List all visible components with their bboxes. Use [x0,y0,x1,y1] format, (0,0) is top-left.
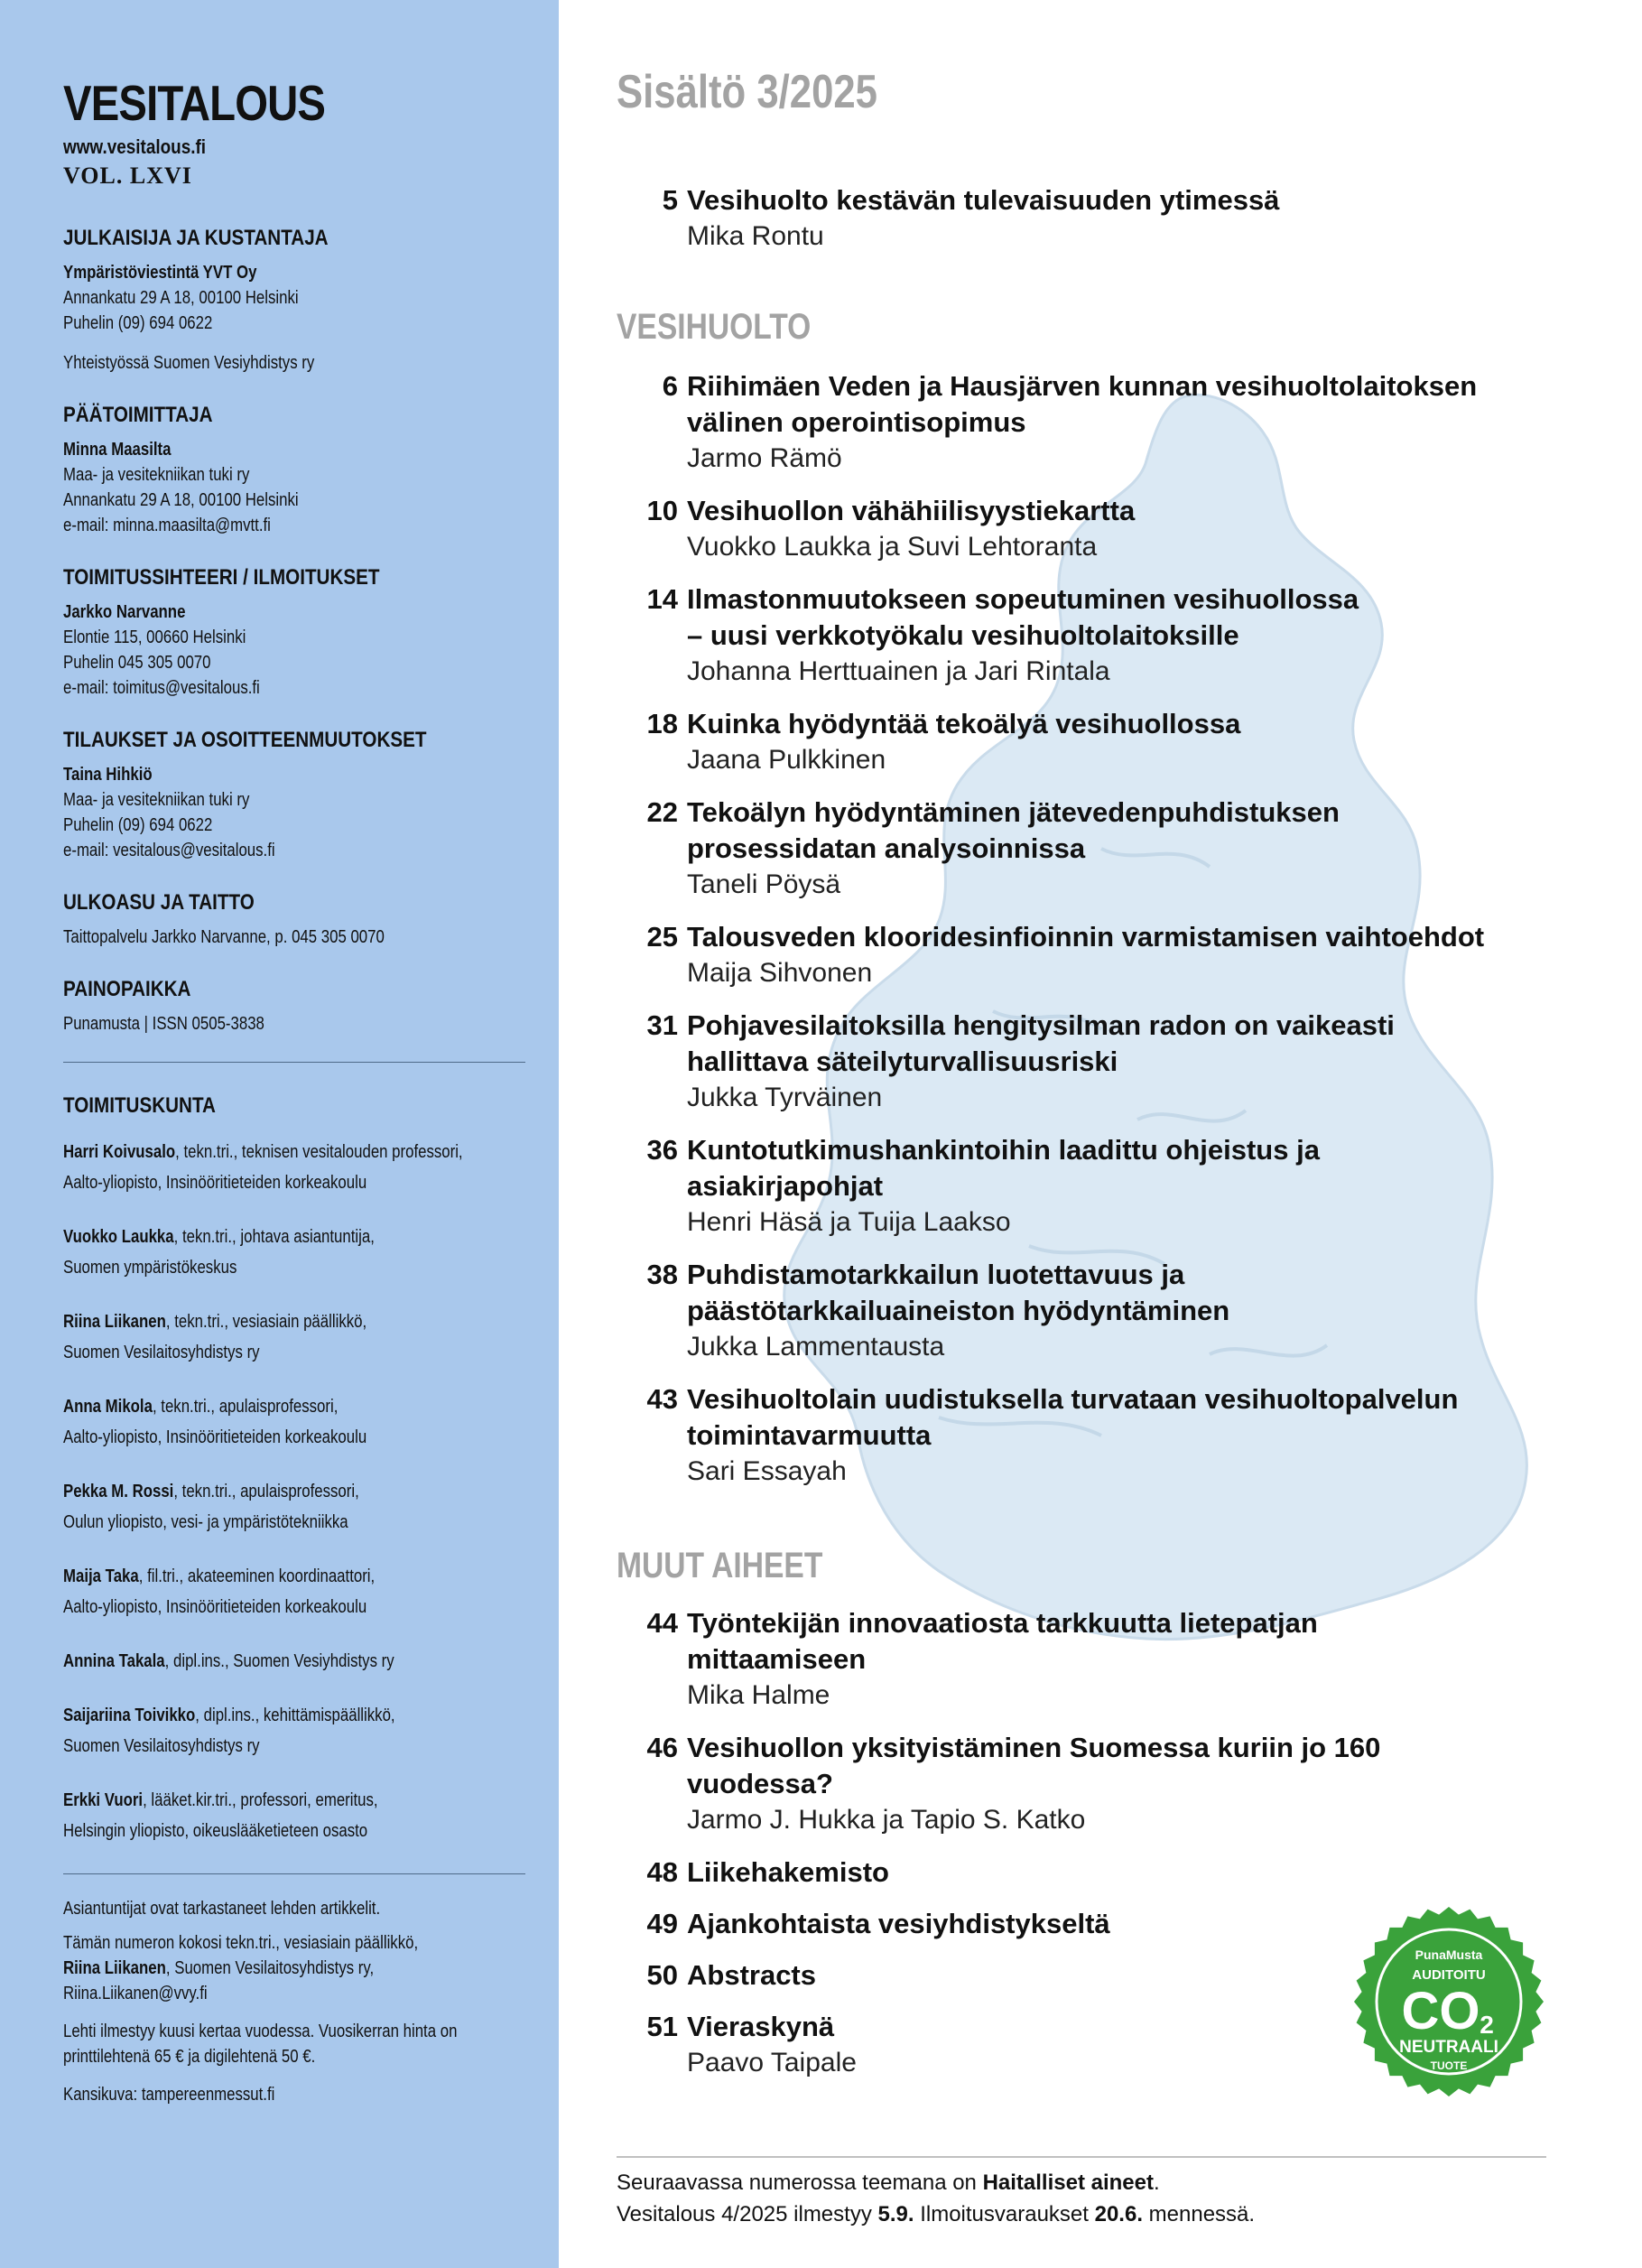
compiled-note-2: Riina Liikanen, Suomen Vesilaitosyhdistys ry, [63,1958,375,1978]
printing-heading: PAINOPAIKKA [63,977,191,1001]
masthead-sidebar [0,0,559,2268]
section-heading-muut-aiheet: MUUT AIHEET [617,1546,823,1585]
article-title: Puhdistamotarkkailun luotettavuus ja [687,1259,1185,1290]
article-title: Liikehakemisto [687,1856,889,1888]
board-member [63,1391,559,1453]
board-member-name: Anna Mikola [63,1397,153,1417]
article-title: Vesihuollon vähähiilisyystiekartta [687,495,1136,526]
editor-name: Minna Maasilta [63,440,172,460]
article-title: Riihimäen Veden ja Hausjärven kunnan vesihuoltolaitoksen [687,370,1478,402]
co2-neutral-badge [1352,1905,1545,2098]
badge-audited: AUDITOITU [1412,1967,1486,1983]
board-member-affiliation: Aalto-yliopisto, Insinööritieteiden korkeakoulu [63,1427,367,1447]
page-number: 36 [646,1134,678,1166]
frequency-note-1: Lehti ilmestyy kuusi kertaa vuodessa. Vuosikerran hinta on [63,2022,458,2041]
volume-label: VOL. LXVI [63,163,192,189]
board-member-affiliation: Suomen Vesilaitosyhdistys ry [63,1343,260,1362]
page-number: 31 [646,1009,678,1041]
toc-entry[interactable] [617,795,1573,903]
board-member-name: Saijariina Toivikko [63,1706,196,1725]
secretary-block [63,600,559,701]
article-title: Kuntotutkimushankintoihin laadittu ohjeistus ja [687,1134,1320,1166]
footer-rule [617,2156,1546,2158]
board-member-name: Annina Takala [63,1651,165,1671]
article-title: Pohjavesilaitoksilla hengitysilman radon on vaikeasti [687,1009,1395,1041]
board-member-line: Anna Mikola, tekn.tri., apulaisprofessori, [63,1397,339,1417]
toc-entry[interactable] [617,919,1573,991]
board-member-name: Pekka M. Rossi [63,1482,174,1501]
article-title: Ajankohtaista vesiyhdistykseltä [687,1908,1110,1939]
secretary-address: Elontie 115, 00660 Helsinki [63,627,246,647]
magazine-brand: VESITALOUS [63,75,326,131]
article-author: Jarmo J. Hukka ja Tapio S. Katko [687,1805,1086,1835]
editor-email[interactable]: e-mail: minna.maasilta@mvtt.fi [63,516,271,535]
board-member [63,1476,559,1538]
badge-product: TUOTE [1430,2059,1468,2072]
page-number: 51 [646,2011,678,2042]
secretary-heading: TOIMITUSSIHTEERI / ILMOITUKSET [63,565,380,590]
article-title: Vieraskynä [687,2011,835,2042]
badge-co2: CO [1401,1982,1480,2040]
article-title: Tekoälyn hyödyntäminen jätevedenpuhdistuksen [687,796,1340,828]
article-author: Paavo Taipale [687,2048,857,2077]
article-author: Sari Essayah [687,1456,847,1486]
article-title: Vesihuoltolain uudistuksella turvataan vesihuoltopalvelun [687,1383,1459,1415]
article-title-continued: hallittava säteilyturvallisuusriski [687,1046,1118,1077]
badge-co2-sub: 2 [1480,2011,1494,2039]
article-title-continued: asiakirjapohjat [687,1170,884,1202]
page-number: 14 [646,583,678,615]
board-member [63,1785,559,1846]
board-member-line: Harri Koivusalo, tekn.tri., teknisen vesitalouden professori, [63,1142,463,1162]
article-author: Jarmo Rämö [687,443,842,473]
next-issue-footer [617,2167,1255,2230]
board-member-name: Erkki Vuori [63,1790,144,1810]
article-title: Talousveden klooridesinfioinnin varmistamisen vaihtoehdot [687,921,1485,953]
article-title-continued: välinen operointisopimus [687,406,1026,438]
page-number: 46 [646,1732,678,1763]
section-heading-vesihuolto: VESIHUOLTO [617,307,812,347]
toc-entry[interactable] [617,493,1573,565]
article-author: Mika Rontu [687,221,824,251]
article-author: Jukka Lammentausta [687,1332,945,1362]
board-member-affiliation: Helsingin yliopisto, oikeuslääketieteen osasto [63,1821,368,1841]
subscriptions-phone: Puhelin (09) 694 0622 [63,815,213,835]
board-member [63,1700,559,1761]
article-title: Kuinka hyödyntää tekoälyä vesihuollossa [687,708,1241,739]
printing-text: Punamusta | ISSN 0505-3838 [63,1014,264,1034]
compiled-email[interactable]: Riina.Liikanen@vvy.fi [63,1984,208,2003]
article-author: Johanna Herttuainen ja Jari Rintala [687,656,1110,686]
toc-entry[interactable] [617,1132,1573,1241]
board-member [63,1646,559,1677]
publisher-name: Ympäristöviestintä YVT Oy [63,263,257,283]
article-title: Työntekijän innovaatiosta tarkkuutta lietepatjan [687,1607,1318,1639]
publisher-heading: JULKAISIJA JA KUSTANTAJA [63,226,329,250]
publisher-phone: Puhelin (09) 694 0622 [63,313,213,333]
article-title-continued: mittaamiseen [687,1643,867,1675]
board-list [63,1137,559,1846]
page-number: 25 [646,921,678,953]
board-member-name: Harri Koivusalo [63,1142,176,1162]
review-note: Asiantuntijat ovat tarkastaneet lehden artikkelit. [63,1899,381,1919]
toc-entry[interactable] [617,1854,1573,1891]
article-author: Mika Halme [687,1680,830,1710]
article-title-continued: päästötarkkailuaineiston hyödyntäminen [687,1295,1230,1326]
toc-title: Sisältö 3/2025 [617,66,877,118]
toc-entry[interactable] [617,581,1573,690]
page-number: 44 [646,1607,678,1639]
board-member-line: Maija Taka, fil.tri., akateeminen koordinaattori, [63,1566,376,1586]
page-number: 5 [662,184,678,216]
board-member [63,1222,559,1283]
article-author: Vuokko Laukka ja Suvi Lehtoranta [687,532,1098,562]
board-member-affiliation: Suomen Vesilaitosyhdistys ry [63,1736,260,1756]
article-author: Henri Häsä ja Tuija Laakso [687,1207,1011,1237]
editor-heading: PÄÄTOIMITTAJA [63,403,213,427]
toc-entry[interactable] [617,1257,1573,1365]
subscriptions-heading: TILAUKSET JA OSOITTEENMUUTOKSET [63,728,427,752]
toc-entry[interactable] [617,1605,1573,1714]
subscriptions-block [63,762,559,863]
toc-entry[interactable] [617,368,1573,477]
board-member-name: Riina Liikanen [63,1312,166,1332]
article-title-continued: prosessidatan analysoinnissa [687,832,1086,864]
subscriptions-name: Taina Hihkiö [63,765,153,785]
page-number: 38 [646,1259,678,1290]
board-member-name: Maija Taka [63,1566,139,1586]
frequency-note-2: printtilehtenä 65 € ja digilehtenä 50 €. [63,2047,316,2067]
editor-block [63,437,559,538]
board-member-line: Annina Takala, dipl.ins., Suomen Vesiyhdistys ry [63,1651,394,1671]
article-author: Jaana Pulkkinen [687,745,886,775]
editor-address: Annankatu 29 A 18, 00100 Helsinki [63,490,299,510]
cover-note: Kansikuva: tampereenmessut.fi [63,2085,275,2105]
badge-brand: PunaMusta [1415,1947,1483,1962]
secretary-phone: Puhelin 045 305 0070 [63,653,211,673]
page-number: 6 [662,370,678,402]
toc-entry[interactable] [617,706,1573,778]
page-number: 10 [646,495,678,526]
toc-entry[interactable] [617,1381,1573,1490]
page-number: 43 [646,1383,678,1415]
page-number: 22 [646,796,678,828]
sidebar-divider-2 [63,1873,525,1874]
board-member-affiliation: Aalto-yliopisto, Insinööritieteiden korkeakoulu [63,1173,367,1193]
board-member-line: Saijariina Toivikko, dipl.ins., kehittämispäällikkö, [63,1706,395,1725]
layout-text: Taittopalvelu Jarkko Narvanne, p. 045 305 0070 [63,927,385,947]
board-member [63,1561,559,1622]
article-title-continued: – uusi verkkotyökalu vesihuoltolaitoksille [687,619,1239,651]
article-title: Abstracts [687,1959,816,1991]
article-author: Taneli Pöysä [687,869,841,899]
sidebar-notes [63,1896,559,2107]
article-title: Vesihuollon yksityistäminen Suomessa kuriin jo 160 [687,1732,1381,1763]
board-member [63,1137,559,1198]
board-member-line: Pekka M. Rossi, tekn.tri., apulaisprofessori, [63,1482,359,1501]
next-issue-theme: Seuraavassa numerossa teemana on Haitalliset aineet. [617,2170,1160,2195]
compiled-note-1: Tämän numeron kokosi tekn.tri., vesiasiain päällikkö, [63,1933,419,1953]
publisher-address: Annankatu 29 A 18, 00100 Helsinki [63,288,299,308]
board-member-line: Erkki Vuori, lääket.kir.tri., professori, emeritus, [63,1790,378,1810]
page-number: 49 [646,1908,678,1939]
board-member-line: Riina Liikanen, tekn.tri., vesiasiain päällikkö, [63,1312,367,1332]
page-number: 18 [646,708,678,739]
board-member-name: Vuokko Laukka [63,1227,174,1247]
page-number: 48 [646,1856,678,1888]
secretary-name: Jarkko Narvanne [63,602,186,622]
board-member-affiliation: Suomen ympäristökeskus [63,1258,237,1278]
toc-entry[interactable] [617,182,1573,255]
toc-entry[interactable] [617,1008,1573,1116]
board-member [63,1306,559,1368]
layout-heading: ULKOASU JA TAITTO [63,890,255,915]
board-member-affiliation: Oulun yliopisto, vesi- ja ympäristötekniikka [63,1512,348,1532]
board-heading: TOIMITUSKUNTA [63,1093,216,1118]
toc-entry[interactable] [617,1730,1573,1838]
subscriptions-email[interactable]: e-mail: vesitalous@vesitalous.fi [63,841,275,860]
sidebar-divider [63,1062,525,1063]
magazine-url[interactable]: www.vesitalous.fi [63,135,207,158]
board-member-line: Vuokko Laukka, tekn.tri., johtava asiantuntija, [63,1227,375,1247]
next-issue-dates: Vesitalous 4/2025 ilmestyy 5.9. Ilmoitusvaraukset 20.6. mennessä. [617,2202,1256,2226]
article-author: Jukka Tyrväinen [687,1083,883,1112]
page-number: 50 [646,1959,678,1991]
article-title: Ilmastonmuutokseen sopeutuminen vesihuollossa [687,583,1359,615]
article-title-continued: vuodessa? [687,1768,833,1799]
article-title: Vesihuolto kestävän tulevaisuuden ytimessä [687,184,1280,216]
publisher-cooperation: Yhteistyössä Suomen Vesiyhdistys ry [63,353,315,373]
article-author: Maija Sihvonen [687,958,873,988]
editor-org: Maa- ja vesitekniikan tuki ry [63,465,250,485]
secretary-email[interactable]: e-mail: toimitus@vesitalous.fi [63,678,260,698]
subscriptions-org: Maa- ja vesitekniikan tuki ry [63,790,250,810]
badge-neutral: NEUTRAALI [1399,2038,1498,2057]
publisher-block [63,260,559,376]
compiled-name: Riina Liikanen [63,1958,166,1978]
board-member-affiliation: Aalto-yliopisto, Insinööritieteiden korkeakoulu [63,1597,367,1617]
article-title-continued: toimintavarmuutta [687,1419,932,1451]
